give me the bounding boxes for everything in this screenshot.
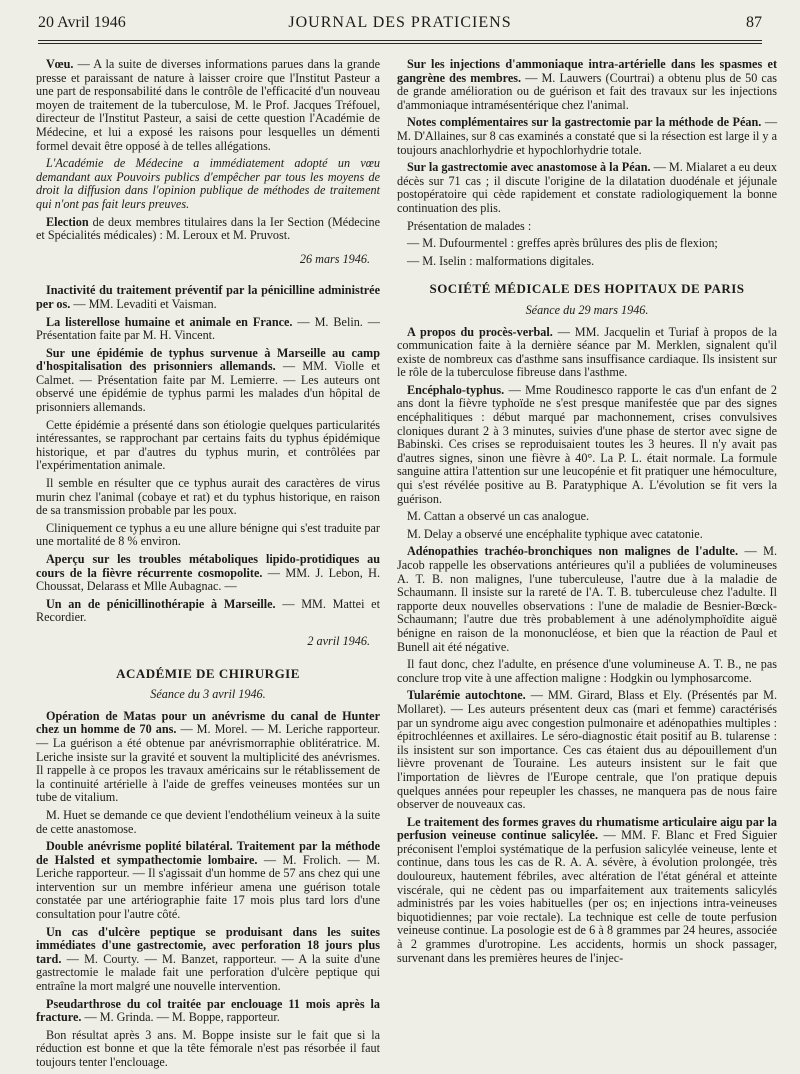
left-column	[36, 58, 380, 1074]
header-rule	[38, 40, 762, 41]
paragraph-listerellose: La listerellose humaine et animale en France. — M. Belin. — Présentation faite par M. H. Vincent.	[36, 314, 380, 343]
page-number: 87	[746, 14, 762, 31]
paragraph-matas-2: M. Huet se demande ce que devient l'endothélium veineux à la suite de cette anastomose.	[36, 807, 380, 836]
paragraph-tularemie: Tularémie autochtone. — MM. Girard, Blass et Ely. (Présentés par M. Mollaret). — Les auteurs présentent deux cas (mari et femme) caractérisés par un syndrome aigu avec congestion pulmonaire et adénopathies multiples : épitrochléennes et axillaires. Le séro-diagnostic était positif au B. tularense : ils insistent sur son importance. Ces cas étaient dus au dépouillement d'un lièvre provenant de Touraine. Les auteurs insistent sur le fait que l'importation de lièvres de l'Europe centrale, que l'on pratique depuis quelques années pour repeupler les chasses, ne manquera pas de nous faire observer de nouveaux cas.	[397, 688, 777, 812]
dateline-26-mars: 26 mars 1946.	[299, 251, 370, 266]
paragraph-presentation: Présentation de malades :	[407, 218, 532, 233]
journal-title: JOURNAL DES PRATICIENS	[288, 14, 512, 31]
paragraph-penicillinotherapie: Un an de pénicillinothérapie à Marseille. — MM. Mattei et Recordier.	[36, 596, 380, 625]
paragraph-pseudarthrose: Pseudarthrose du col traitée par enclouage 11 mois après la fracture. — M. Grinda. — M. Boppe, rapporteur.	[36, 996, 380, 1025]
paragraph-ulcere: Un cas d'ulcère peptique se produisant dans les suites immédiates d'une gastrectomie, avec perforation 18 jours plus tard. — M. Courty. — M. Banzet, rapporteur. — A la suite d'une gastrectomie le malade fait une perforation d'ulcère peptique qui entraîne la mort malgré une nouvelle intervention.	[36, 924, 380, 994]
paragraph-apercu: Aperçu sur les troubles métaboliques lipido-protidiques au cours de la fièvre récurrente cosmopolite. — MM. J. Lebon, H. Choussat, Delarass et Mlle Aubagnac. —	[36, 552, 381, 594]
paragraph-gastrectomie-pean: Sur la gastrectomie avec anastomose à la Péan. — M. Mialaret a eu deux décès sur 71 cas ; il discute l'origine de la dilatation duodénale et jéjunale postopératoire qui cède rapidement et constate radiologiquement la bonne continuation des plis.	[397, 160, 778, 215]
running-header	[38, 14, 762, 40]
paragraph-typhus-3: Il semble en résulter que ce typhus aurait des caractères de virus murin chez l'animal (cobaye et rat) et du typhus historique, en raison de sa transmission probable par les poux.	[36, 476, 380, 518]
paragraph-notes-gastrectomie: Notes complémentaires sur la gastrectomie par la méthode de Péan. — M. D'Allaines, sur 8 cas examinés a constaté que si la résection est large il y a toujours anachlorhydrie et hypochlorhydrie totale.	[397, 115, 777, 157]
paragraph-encephalo-typhus: Encéphalo-typhus. — Mme Roudinesco rapporte le cas d'un enfant de 2 ans dont la fièvre typhoïde ne s'est presque manifestée que par des signes encéphalitiques : début marqué par machonnement, crises convulsives cloniques durant 2 à 3 minutes, suivies d'une phase de stertor avec signe de Babinski. Ces crises se reproduisaient toutes les 3 heures. Il n'y avait pas d'autres signes, sinon une fièvre à 40°. La P. L. était normale. La formule sanguine attira l'attention sur une leucopénie et fit pratiquer une hémoculture, qui s'est révélée positive au B. Paratyphique A. L'évolution se fit vers la guérison.	[397, 382, 777, 506]
paragraph-adenopathies-2: Il faut donc, chez l'adulte, en présence d'une volumineuse A. T. B., ne pas conclure trop vite à une affection maligne : Hodgkin ou lymphosarcome.	[397, 657, 777, 685]
paragraph-typhus-2: Cette épidémie a présenté dans son étiologie quelques particularités intéressantes, se rapprochant par certains faits du typhus épidémique historique, et par d'autres du typhus murin, et contrôlées par l'expérimentation animale.	[36, 417, 380, 473]
paragraph-pseudarthrose-2: Bon résultat après 3 ans. M. Boppe insiste sur le fait que si la réduction est bonne et que la tête fémorale n'est pas résorbée il faut toujours tenter l'enclouage.	[36, 1027, 380, 1069]
seance-date-3-avril: Séance du 3 avril 1946.	[150, 687, 266, 702]
paragraph-voeu: Vœu. — A la suite de diverses informations parues dans la grande presse et paraissant de nature à laisser croire que l'Institut Pasteur a une part de responsabilité dans le contrôle de l'efficacité d'un nouveau moyen de traitement de la tuberculose, M. le Prof. Jacques Tréfouel, directeur de l'Institut Pasteur, a saisi de cette question l'Académie de Médecine, et lui a exposé les raisons pour lesquelles un démenti formel devait être opposé à de telles allégations.	[36, 57, 381, 153]
right-column	[397, 58, 777, 969]
paragraph-double-anevrisme: Double anévrisme poplité bilatéral. Traitement par la méthode de Halsted et sympathectomie lombaire. — M. Frolich. — M. Leriche rapporteur. — Il s'agissait d'un homme de 57 ans chez qui une intervention sur un membre inférieur amena une guérison totale constatée par une artériographie faite 17 mois plus tard lors d'une consultation pour l'autre côté.	[36, 839, 381, 922]
header-rule-thin	[38, 43, 762, 44]
paragraph-adenopathies: Adénopathies trachéo-bronchiques non malignes de l'adulte. — M. Jacob rappelle les observations antérieures qu'il a publiées de volumineuses A. T. B. non malignes, l'une tuberculeuse, l'autre due à la maladie de Schaumann. Il insiste sur la rareté de l'A. T. B. tuberculeuse chez l'adulte. Il rapporte deux nouvelles observations : l'une de maladie de Besnier-Bœck-Schaumann; l'autre due très probablement à une adénolymphoïdite aiguë bénigne en raison de la mononucléose, et bien que la réaction de Paul et Bunell ait été négative.	[397, 544, 777, 654]
list-item-dufourmentel: — M. Dufourmentel : greffes après brûlures des plis de flexion;	[407, 236, 718, 251]
paragraph-rhumatisme: Le traitement des formes graves du rhumatisme articulaire aigu par la perfusion veineuse continue salicylée. — MM. F. Blanc et Fred Siguier préconisent l'emploi systématique de la perfusion salicylée veineuse, lente et continue, dans tous les cas de R. A. A. sévère, à évolution prolongée, très douloureux, hautement fébriles, avec altération de l'état général et atteinte viscérale, qui ne cèdent pas ou imparfaitement aux traitements salicylés administrés par les voies habituelles (per os; en injections intra-veineuses biquotidiennes; par voie rectale). La technique est celle de toute perfusion veineuse continue. La posologie est de 6 à 8 grammes par 24 heures, associée à 2 grammes d'urotropine. Les accidents, hormis un shock passager, survenant dans les premières heures de l'injec-	[397, 814, 778, 965]
list-item-iselin: — M. Iselin : malformations digitales.	[407, 253, 595, 268]
paragraph-voeu-italic: L'Académie de Médecine a immédiatement adopté un vœu demandant aux Pouvoirs publics d'empêcher par tous les moyens de droit la diffusion dans l'opinion publique de méthodes de traitement qui n'ont pas fait leurs preuves.	[36, 156, 380, 211]
section-title-societe: SOCIÉTÉ MÉDICALE DES HOPITAUX DE PARIS	[429, 281, 745, 297]
paragraph-delay: M. Delay a observé une encéphalite typhique avec catatonie.	[407, 526, 703, 541]
section-title-academie: ACADÉMIE DE CHIRURGIE	[116, 665, 300, 681]
paragraph-typhus: Sur une épidémie de typhus survenue à Marseille au camp d'hospitalisation des prisonniers allemands. — MM. Violle et Calmet. — Présentation faite par M. Lemierre. — Les auteurs ont observé une épidémie de typhus parmi les malades d'un hôpital de prisonniers allemands.	[36, 345, 381, 415]
paragraph-proces-verbal: A propos du procès-verbal. — MM. Jacquelin et Turiaf à propos de la communication faite à la dernière séance par M. Merklen, signalent qu'il existe de nombreux cas d'asthme sans insuffisance cardiaque. Ils insistent sur le rôle de la tuberculose fibreuse dans l'asthme.	[397, 324, 777, 380]
paragraph-matas: Opération de Matas pour un anévrisme du canal de Hunter chez un homme de 70 ans. — M. Morel. — M. Leriche rapporteur. — La guérison a été obtenue par anévrismorraphie oblitératrice. M. Leriche insiste sur la gravité et souvent la multiplicité des anévrismes. Il rappelle à ce propos les travaux américains sur le rétablissement de la continuité artérielle à l'aide de greffes veineuses montées sur un tube de vitalium.	[36, 708, 380, 805]
paragraph-cattan: M. Cattan a observé un cas analogue.	[407, 509, 590, 524]
paragraph-election: Election de deux membres titulaires dans la Ier Section (Médecine et Spécialités médicales) : M. Leroux et M. Pruvost.	[36, 214, 381, 243]
issue-date: 20 Avril 1946	[38, 14, 126, 31]
paragraph-injections: Sur les injections d'ammoniaque intra-artérielle dans les spasmes et gangrène des membres. — M. Lauwers (Courtrai) a obtenu plus de 50 cas de grande amélioration ou de guérison et fait des travaux sur les injections d'ammoniaque intramésentérique chez l'animal.	[397, 57, 777, 112]
dateline-2-avril: 2 avril 1946.	[307, 633, 370, 648]
paragraph-inactivite: Inactivité du traitement préventif par la pénicilline administrée per os. — MM. Levaditi et Vaisman.	[36, 283, 380, 311]
seance-date-29-mars: Séance du 29 mars 1946.	[525, 302, 649, 317]
paragraph-typhus-4: Cliniquement ce typhus a eu une allure bénigne qui s'est traduite par une mortalité de 8 % environ.	[36, 520, 380, 549]
